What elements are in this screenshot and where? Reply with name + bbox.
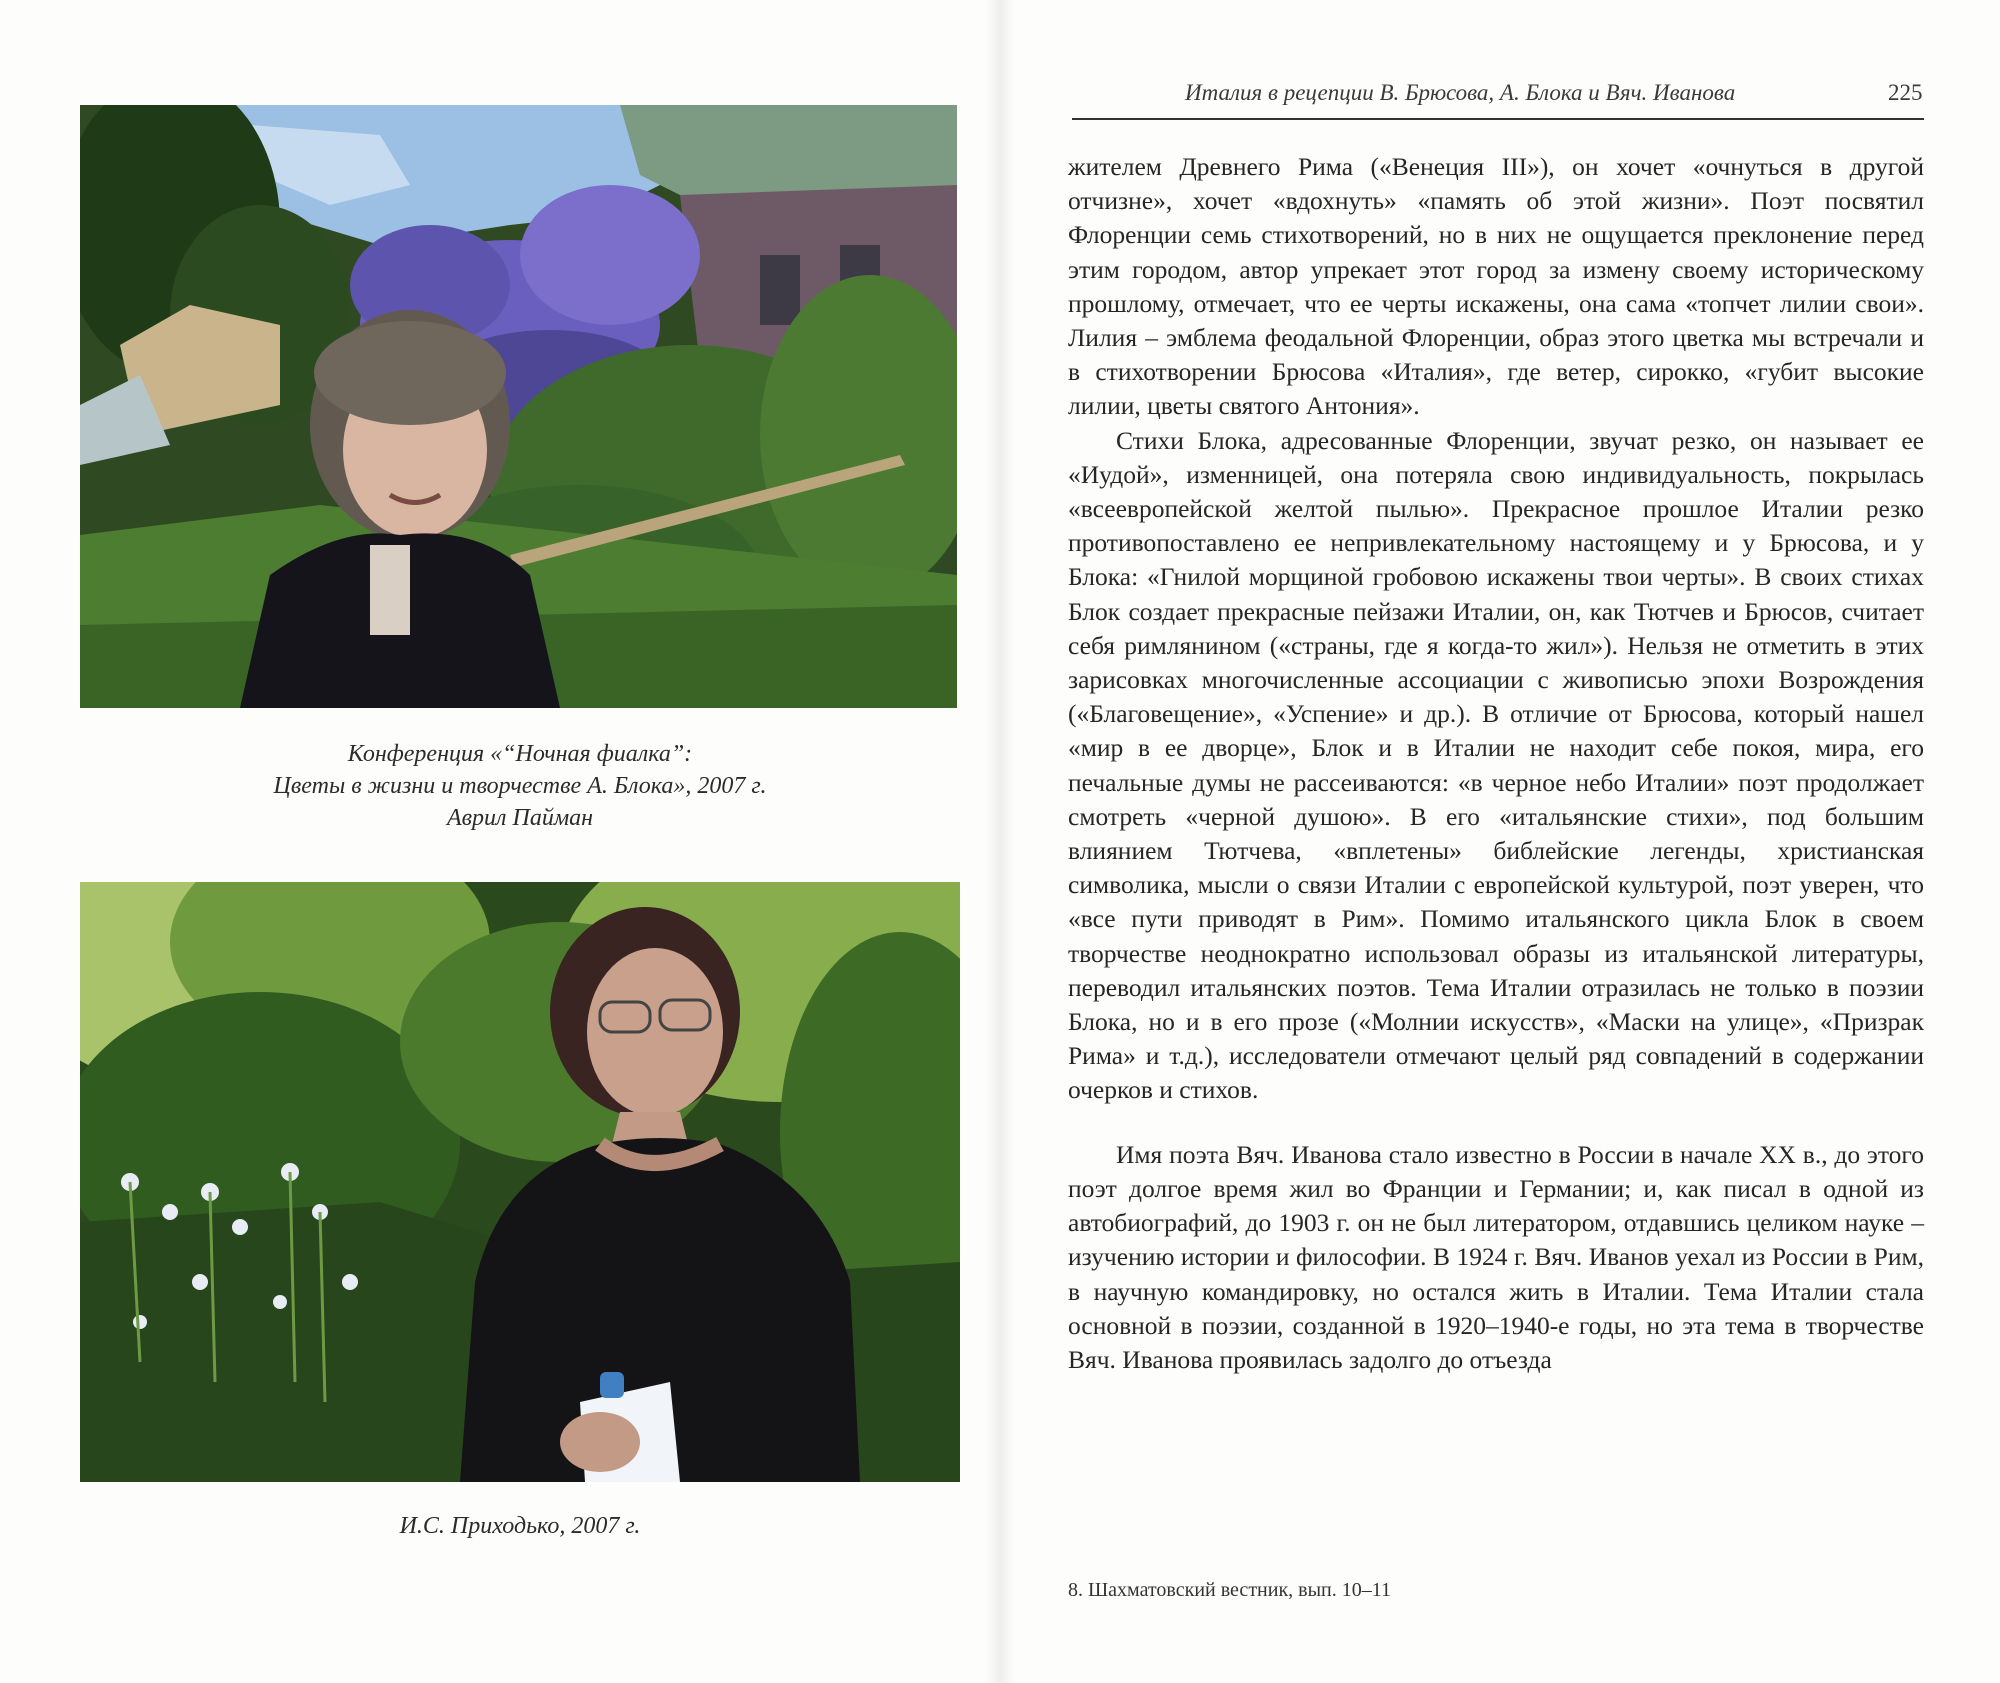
photo-illustration-2 (80, 882, 960, 1482)
page-number: 225 (1888, 80, 1923, 105)
paragraph-1: жителем Древнего Рима («Венеция III»), он хочет «очнуться в другой отчизне», хочет «вдохнуть» «память об этой жизни». Поэт посвятил Флоренции семь стихотворений, но в них не ощущается преклонение перед этим городом, автор упрекает этот город за измену своему историческому прошлому, отмечает, что ее черты искажены, она сама «топчет лилии свои». Лилия – эмблема феодальной Флоренции, образ этого цветка мы встречали и в стихотворении Брюсова «Италия», где ветер, сирокко, «губит высокие лилии, цветы святого Антония». (1068, 152, 1924, 421)
photo-prikhodko (80, 882, 960, 1482)
paragraph-2: Стихи Блока, адресованные Флоренции, звучат резко, он называет ее «Иудой», изменницей, она потеряла свою индивидуальность, покрылась «всеевропейской желтой пылью». Прекрасное прошлое Италии резко противопоставлено ее непривлекательному настоящему и у Брюсова, и у Блока: «Гнилой морщиной гробовою искажены твои черты». В своих стихах Блок создает прекрасные пейзажи Италии, он, как Тютчев и Брюсов, считает себя римлянином («страны, где я когда-то жил»). Нельзя не отметить в этих зарисовках многочисленные ассоциации с живописью эпохи Возрождения («Благовещение», «Успение» и др.). В отличие от Брюсова, который нашел «мир в ее дворце», Блок и в Италии не находит себе покоя, мира, его печальные думы не рассеиваются: «в черное небо Италии» поэт продолжает смотреть «черной душою». В его «итальянские стихи», под большим влиянием Тютчева, «вплетены» библейские легенды, христианская символика, мысли о связи Италии с европейской культурой, поэт уверен, что «все пути приводят в Рим». Помимо итальянского цикла Блок в своем творчестве неоднократно использовал образы из итальянской литературы, переводил итальянских поэтов. Тема Италии отразилась не только в поэзии Блока, но и в его прозе («Молнии искусств», «Маски на улице», «Призрак Рима» и т.д.), исследователи отмечают целый ряд совпадений в содержании очерков и стихов. (1068, 425, 1924, 1105)
caption-1-line-2: Цветы в жизни и творчестве А. Блока», 2007 г. (273, 773, 767, 799)
photo-conference-garden (80, 105, 957, 708)
book-gutter (985, 0, 1015, 1683)
caption-1-line-1: Конференция «“Ночная фиалка”: (347, 741, 693, 767)
header-rule (1072, 118, 1924, 120)
caption-1-line-3: Аврил Пайман (446, 805, 594, 831)
caption-2-line-1: И.С. Приходько, 2007 г. (399, 1513, 641, 1539)
photo-caption-1 (80, 738, 960, 834)
photo-illustration-1 (80, 105, 957, 708)
running-head: Италия в рецепции В. Брюсова, А. Блока и Вяч. Иванова (1185, 80, 1736, 105)
body-text (1068, 150, 1924, 1377)
photo-caption-2 (80, 1510, 960, 1542)
paragraph-3: Имя поэта Вяч. Иванова стало известно в России в начале XX в., до этого поэт долгое время жил во Франции и Германии; и, как писал в одной из автобиографий, до 1903 г. он не был литератором, отдавшись целиком науке – изучению истории и философии. В 1924 г. Вяч. Иванов уехал из России в Рим, в научную командировку, но остался жить в Италии. Тема Италии стала основной в поэзии, созданной в 1920–1940-е годы, но эта тема в творчестве Вяч. Иванова проявилась задолго до отъезда (1068, 1139, 1924, 1374)
signature-footer: 8. Шахматовский вестник, вып. 10–11 (1068, 1579, 1392, 1601)
